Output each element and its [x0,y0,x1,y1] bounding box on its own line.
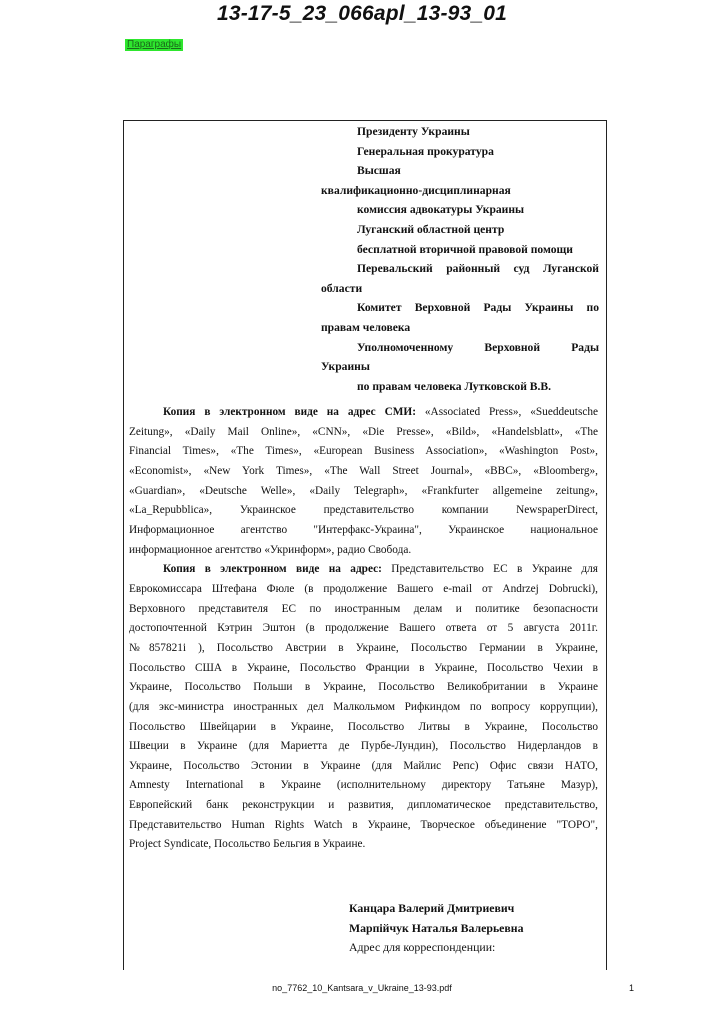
footer-filename: no_7762_10_Kantsara_v_Ukraine_13-93.pdf [272,983,452,993]
embassy-copy-line: Посольство США в Украине, Посольство Франции в Украине, Посольство Чехии в [129,661,598,674]
recipient-line: квалификационно-дисциплинарная [321,183,511,197]
footer-page-number: 1 [628,983,634,993]
recipient-line: Луганский областной центр [357,222,505,236]
embassy-copy-line: Project Syndicate, Посольство Бельгия в Украине. [129,838,366,851]
recipient-line: Уполномоченному Верховной Рады [357,340,599,354]
media-copy-line: Financial Times», «The Times», «European Business Association», «Washington Post», [129,445,598,458]
recipient-line: правам человека [321,320,411,334]
document-id-header: 13-17-5_23_066apl_13-93_01 [216,2,508,25]
recipient-line: бесплатной вторичной правовой помощи [357,242,573,256]
embassy-copy-line: Европейский банк реконструкции и развития, дипломатическое представительство, [129,799,598,812]
recipient-line: комиссия адвокатуры Украины [357,203,525,217]
embassy-copy-line: Представительство Human Rights Watch в Украине, Творческое объединение "ТОРО", [129,818,598,831]
recipient-line: Президенту Украины [357,125,470,138]
embassy-copy-line: Швеции в Украине (для Мариетта де Пурбе-Лундин), Посольство Нидерландов в [129,740,598,753]
embassy-copy-line: Украине, Посольство Эстонии в Украине (для Майлис Репс) Офис связи НАТО, [129,759,598,772]
copies-text [129,403,598,855]
embassy-copy-label: Копия в электронном виде на адрес: [163,563,382,576]
embassy-copy-line: (для экс-министра иностранных дел Малкольмом Рифкиндом по вопросу коррупции), [129,700,598,713]
recipient-line: Высшая [357,164,401,178]
embassy-copy-line: Amnesty International в Украине (исполнительному директору Татьяне Мазур), [129,779,598,792]
address-label: Адрес для корреспонденции: [349,940,496,955]
embassy-copy-line: Украине, Посольство Польши в Украине, Посольство Великобритании в Украине [129,681,598,694]
media-copy-line: Zeitung», «Daily Mail Online», «CNN», «Die Presse», «Bild», «Handelsblatt», «The [129,425,598,438]
media-copy-line: информационное агентство «Укринформ», радио Свобода. [129,543,412,556]
media-copy-line: «Guardian», «Deutsche Welle», «Daily Telegraph», «Frankfurter allgemeine zeitung», [129,484,598,497]
embassy-copy-line: Верховного представителя ЕС по иностранным делам и политике безопасности [129,602,598,615]
recipient-line: Перевальский районный суд Луганской [357,262,599,276]
media-copy-text: «Associated Press», «Sueddeutsche [424,406,599,418]
green-highlight-link[interactable]: Параграфы [127,39,182,50]
embassy-copy-line: Посольство Швейцарии в Украине, Посольство Литвы в Украине, Посольство [129,720,598,733]
embassy-copy-line: Еврокомиссара Штефана Фюле (в продолжение Вашего e-mail от Andrzej Dobrucki), [129,582,598,595]
signature-block [349,899,524,958]
media-copy-line: «La_Repubblica», Украинское представительство компании NewspaperDirect, [129,504,598,517]
media-copy-first-line [129,403,598,423]
recipient-line: Генеральная прокуратура [357,144,494,158]
embassy-copy-line: достопочтенной Кэтрин Эштон (в продолжение Вашего ответа от 5 августа 2011г. [129,622,598,635]
embassy-copy-first-line [129,560,598,580]
recipient-line: Комитет Верховной Рады Украины по [357,301,599,315]
embassy-copy-text: Представительство ЕС в Украине для [391,563,598,576]
signer-name-2: Марпійчук Наталья Валерьевна [349,920,524,935]
media-copy-line: «Economist», «New York Times», «The Wall Street Journal», «BBC», «Bloomberg», [129,464,598,477]
media-copy-line: Информационное агентство "Интерфакс-Украина", Украинское национальное [129,523,598,536]
recipient-line: области [321,281,363,295]
embassy-copy-line: №857821i ), Посольство Австрии в Украине, Посольство Германии в Украине, [129,641,598,654]
media-copy-label: Копия в электронном виде на адрес СМИ: [163,406,416,418]
recipient-line: Украины [321,360,370,374]
recipient-line: по правам человека Лутковской В.В. [357,379,552,393]
recipients-block [321,122,599,396]
signer-name-1: Канцара Валерий Дмитриевич [349,901,515,915]
